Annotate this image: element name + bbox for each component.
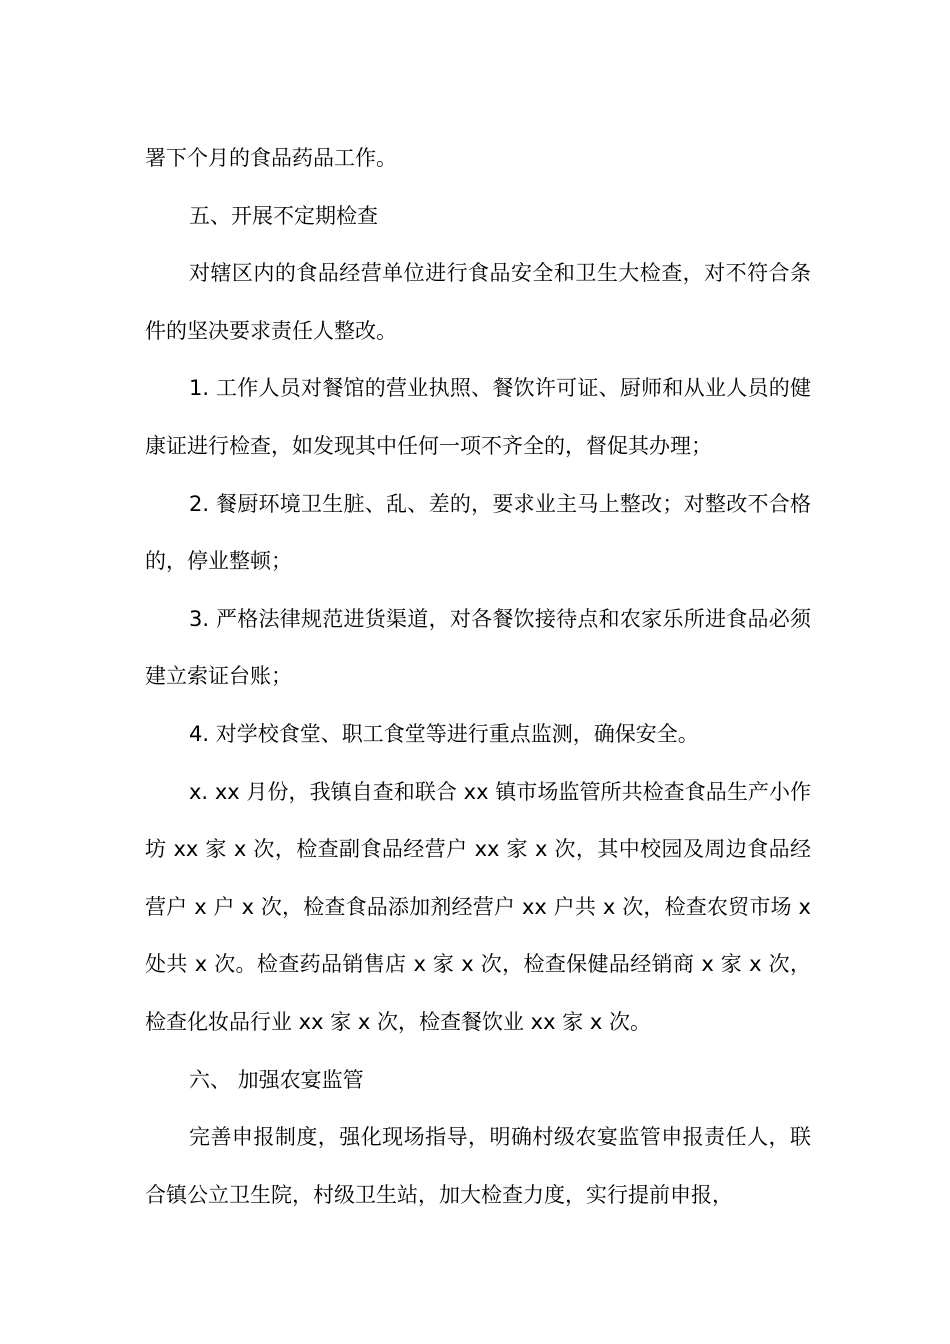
paragraph-statistics: x. xx 月份，我镇自查和联合 xx 镇市场监管所共检查食品生产小作坊 xx 家 x 次，检查副食品经营户 xx 家 x 次，其中校园及周边食品经营户 x 户 x 次，检查食品添加剂经营户 xx 户共 x 次，检查农贸市场 x 处共 x 次。检查药品销售店 x 家 x 次，检查保健品经销商 x 家 x 次，检查化妆品行业 xx 家 x 次，检查餐饮业 xx 家 x 次。 xyxy=(145,779,811,1034)
paragraph-inspection-intro: 对辖区内的食品经营单位进行食品安全和卫生大检查，对不符合条件的坚决要求责任人整改。 xyxy=(145,261,811,343)
list-item-1: 1. 工作人员对餐馆的营业执照、餐饮许可证、厨师和从业人员的健康证进行检查，如发现其中任何一项不齐全的，督促其办理； xyxy=(145,376,811,458)
list-item-4: 4. 对学校食堂、职工食堂等进行重点监测，确保安全。 xyxy=(189,721,699,746)
list-item-3: 3. 严格法律规范进货渠道，对各餐饮接待点和农家乐所进食品必须建立索证台账； xyxy=(145,606,811,689)
section-heading-5: 五、开展不定期检查 xyxy=(189,203,378,228)
paragraph-continuation: 署下个月的食品药品工作。 xyxy=(145,146,397,170)
section-heading-6: 六、 加强农宴监管 xyxy=(189,1067,364,1092)
document-body xyxy=(145,130,811,1224)
paragraph-banquet-supervision: 完善申报制度，强化现场指导，明确村级农宴监管申报责任人，联合镇公立卫生院，村级卫生站，加大检查力度，实行提前申报， xyxy=(145,1125,811,1207)
list-item-2: 2. 餐厨环境卫生脏、乱、差的，要求业主马上整改；对整改不合格的，停业整顿； xyxy=(145,491,811,574)
